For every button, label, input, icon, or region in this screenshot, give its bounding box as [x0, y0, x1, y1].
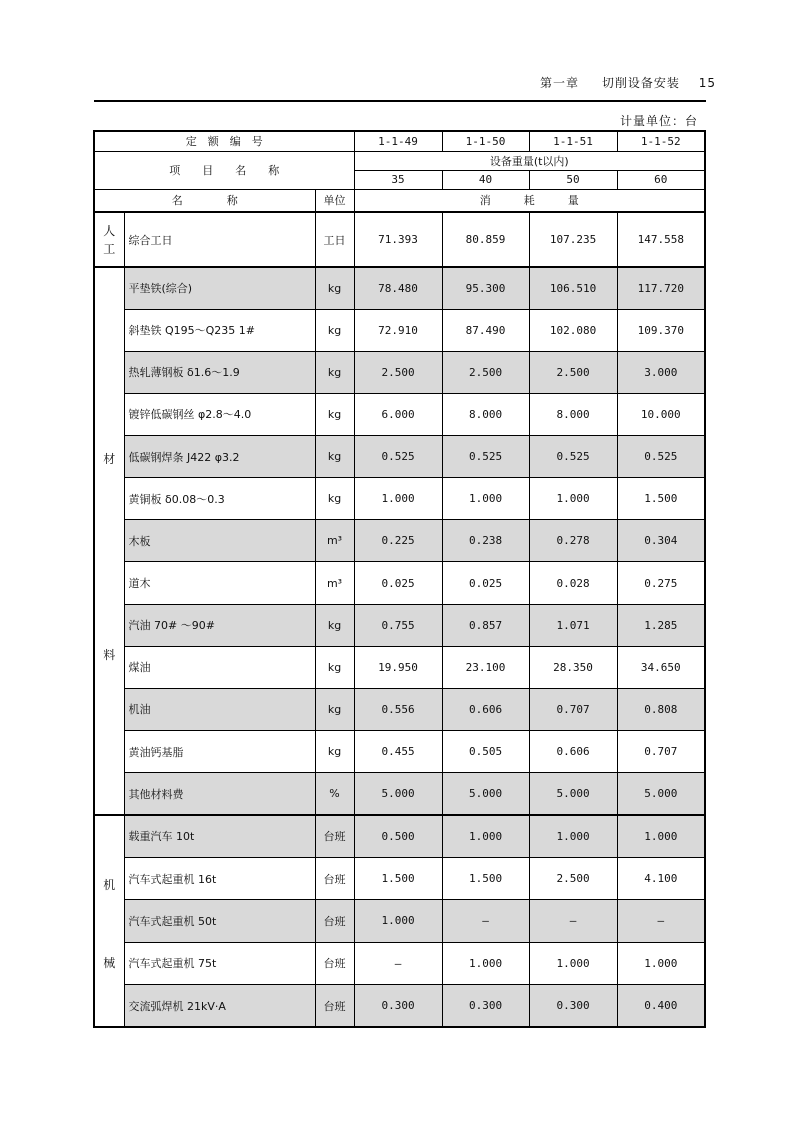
row-name: 机油 — [124, 688, 315, 730]
row-value: 8.000 — [529, 393, 617, 435]
row-unit: 工日 — [315, 212, 354, 267]
table-row — [94, 562, 705, 604]
row-value: 1.000 — [442, 942, 529, 984]
row-name: 木板 — [124, 520, 315, 562]
table-row — [94, 773, 705, 815]
row-value: 0.525 — [617, 436, 705, 478]
row-name: 其他材料费 — [124, 773, 315, 815]
row-value: 95.300 — [442, 267, 529, 309]
materials-category-bottom: 料 — [103, 648, 116, 662]
table-row — [94, 857, 705, 899]
row-value: 2.500 — [354, 351, 442, 393]
row-value: 0.707 — [617, 731, 705, 773]
machinery-section — [94, 815, 705, 1027]
row-value: 0.556 — [354, 688, 442, 730]
row-value: 5.000 — [442, 773, 529, 815]
row-value: 0.300 — [354, 985, 442, 1027]
row-value: 0.808 — [617, 688, 705, 730]
unit-note: 计量单位：台 — [620, 114, 699, 128]
row-value: 0.304 — [617, 520, 705, 562]
row-value: 0.300 — [529, 985, 617, 1027]
weight-cell: 60 — [617, 170, 705, 189]
row-value: 109.370 — [617, 309, 705, 351]
row-value: 72.910 — [354, 309, 442, 351]
row-value: 102.080 — [529, 309, 617, 351]
row-value: 147.558 — [617, 212, 705, 267]
materials-section — [94, 267, 705, 815]
weight-cell: 40 — [442, 170, 529, 189]
row-value: 1.000 — [617, 942, 705, 984]
header-rule — [94, 100, 706, 102]
row-name: 交流弧焊机 21kV·A — [124, 985, 315, 1027]
table-row — [94, 900, 705, 942]
row-unit: kg — [315, 309, 354, 351]
row-value: 5.000 — [354, 773, 442, 815]
row-name: 斜垫铁 Q195～Q235 1# — [124, 309, 315, 351]
row-unit: kg — [315, 267, 354, 309]
table-row — [94, 688, 705, 730]
row-name: 汽车式起重机 75t — [124, 942, 315, 984]
row-name: 低碳钢焊条 J422 φ3.2 — [124, 436, 315, 478]
chapter-label: 第一章 — [540, 76, 580, 90]
row-name: 综合工日 — [124, 212, 315, 267]
table-row — [94, 436, 705, 478]
code-cell: 1-1-52 — [617, 131, 705, 151]
row-value: 0.225 — [354, 520, 442, 562]
table-row — [94, 393, 705, 435]
name-column-header: 名 称 — [94, 189, 315, 212]
row-value: 1.000 — [529, 942, 617, 984]
row-unit: kg — [315, 604, 354, 646]
row-unit: kg — [315, 478, 354, 520]
row-value: 0.300 — [442, 985, 529, 1027]
row-value: 106.510 — [529, 267, 617, 309]
row-unit: kg — [315, 731, 354, 773]
table-row — [94, 520, 705, 562]
row-value: 107.235 — [529, 212, 617, 267]
row-value: 0.025 — [442, 562, 529, 604]
table-row — [94, 351, 705, 393]
row-value: 0.505 — [442, 731, 529, 773]
row-value: 0.525 — [354, 436, 442, 478]
row-name: 汽车式起重机 50t — [124, 900, 315, 942]
row-value: 1.000 — [617, 815, 705, 857]
row-value: 87.490 — [442, 309, 529, 351]
row-value: 10.000 — [617, 393, 705, 435]
table-row — [94, 646, 705, 688]
table-row — [94, 267, 705, 309]
row-value: 3.000 — [617, 351, 705, 393]
code-cell: 1-1-49 — [354, 131, 442, 151]
row-value: 2.500 — [529, 351, 617, 393]
row-value: 0.606 — [442, 688, 529, 730]
table-row — [94, 815, 705, 857]
row-name: 黄油钙基脂 — [124, 731, 315, 773]
row-value: 6.000 — [354, 393, 442, 435]
row-value: 80.859 — [442, 212, 529, 267]
row-name: 镀锌低碳钢丝 φ2.8～4.0 — [124, 393, 315, 435]
row-name: 煤油 — [124, 646, 315, 688]
row-unit: kg — [315, 393, 354, 435]
row-value: 2.500 — [442, 351, 529, 393]
row-value: 19.950 — [354, 646, 442, 688]
row-value: 1.500 — [617, 478, 705, 520]
row-name: 黄铜板 δ0.08～0.3 — [124, 478, 315, 520]
row-value: 0.238 — [442, 520, 529, 562]
row-unit: 台班 — [315, 857, 354, 899]
row-value: 5.000 — [529, 773, 617, 815]
row-unit: kg — [315, 351, 354, 393]
row-value: 0.025 — [354, 562, 442, 604]
unit-column-header: 单位 — [315, 189, 354, 212]
row-value: 0.525 — [529, 436, 617, 478]
page-number: 15 — [698, 76, 716, 90]
quota-table — [93, 130, 706, 1028]
row-unit: m³ — [315, 562, 354, 604]
weight-cell: 50 — [529, 170, 617, 189]
row-unit: 台班 — [315, 815, 354, 857]
row-unit: 台班 — [315, 900, 354, 942]
row-value: 117.720 — [617, 267, 705, 309]
row-value: 71.393 — [354, 212, 442, 267]
row-value: 1.000 — [354, 900, 442, 942]
table-row — [94, 478, 705, 520]
row-value: 28.350 — [529, 646, 617, 688]
consumption-header: 消 耗 量 — [354, 189, 705, 212]
row-unit: kg — [315, 646, 354, 688]
item-name-label: 项 目 名 称 — [94, 151, 354, 189]
table-row — [94, 604, 705, 646]
row-value: 1.285 — [617, 604, 705, 646]
row-value: 0.028 — [529, 562, 617, 604]
row-value: 34.650 — [617, 646, 705, 688]
row-name: 热轧薄钢板 δ1.6～1.9 — [124, 351, 315, 393]
row-unit: 台班 — [315, 985, 354, 1027]
row-value: 0.857 — [442, 604, 529, 646]
row-value: 0.606 — [529, 731, 617, 773]
row-value: 1.000 — [354, 478, 442, 520]
row-value: 4.100 — [617, 857, 705, 899]
row-value: 0.707 — [529, 688, 617, 730]
code-cell: 1-1-50 — [442, 131, 529, 151]
row-value: 1.500 — [354, 857, 442, 899]
row-unit: 台班 — [315, 942, 354, 984]
row-value: 8.000 — [442, 393, 529, 435]
row-unit: kg — [315, 436, 354, 478]
row-name: 载重汽车 10t — [124, 815, 315, 857]
row-name: 平垫铁(综合) — [124, 267, 315, 309]
row-value: — — [442, 900, 529, 942]
row-value: 0.455 — [354, 731, 442, 773]
row-name: 汽油 70# ～90# — [124, 604, 315, 646]
row-unit: m³ — [315, 520, 354, 562]
row-value: 78.480 — [354, 267, 442, 309]
materials-category-top: 材 — [103, 452, 116, 466]
code-cell: 1-1-51 — [529, 131, 617, 151]
row-value: — — [354, 942, 442, 984]
quota-number-label: 定 额 编 号 — [94, 131, 354, 151]
weight-cell: 35 — [354, 170, 442, 189]
machinery-category — [94, 815, 124, 1027]
table-row — [94, 985, 705, 1027]
row-value: 1.000 — [442, 478, 529, 520]
row-value: 0.400 — [617, 985, 705, 1027]
row-value: 23.100 — [442, 646, 529, 688]
row-value: 1.000 — [442, 815, 529, 857]
row-value: 0.500 — [354, 815, 442, 857]
row-value: 0.278 — [529, 520, 617, 562]
row-name: 道木 — [124, 562, 315, 604]
table-row — [94, 731, 705, 773]
row-value: 1.000 — [529, 815, 617, 857]
row-unit: % — [315, 773, 354, 815]
row-value: 1.000 — [529, 478, 617, 520]
row-value: 0.525 — [442, 436, 529, 478]
page-header — [540, 74, 716, 91]
labor-category: 人工 — [94, 212, 124, 267]
row-value: 1.500 — [442, 857, 529, 899]
row-value: — — [617, 900, 705, 942]
chapter-title: 切削设备安装 — [601, 76, 680, 90]
machinery-category-bottom: 械 — [103, 956, 116, 970]
row-value: 0.755 — [354, 604, 442, 646]
row-value: 1.071 — [529, 604, 617, 646]
weight-label: 设备重量(t以内) — [354, 151, 705, 170]
row-value: 5.000 — [617, 773, 705, 815]
machinery-category-top: 机 — [103, 878, 116, 892]
row-value: 0.275 — [617, 562, 705, 604]
row-value: 2.500 — [529, 857, 617, 899]
row-unit: kg — [315, 688, 354, 730]
materials-category — [94, 267, 124, 815]
row-name: 汽车式起重机 16t — [124, 857, 315, 899]
row-value: — — [529, 900, 617, 942]
table-row — [94, 942, 705, 984]
table-row — [94, 309, 705, 351]
